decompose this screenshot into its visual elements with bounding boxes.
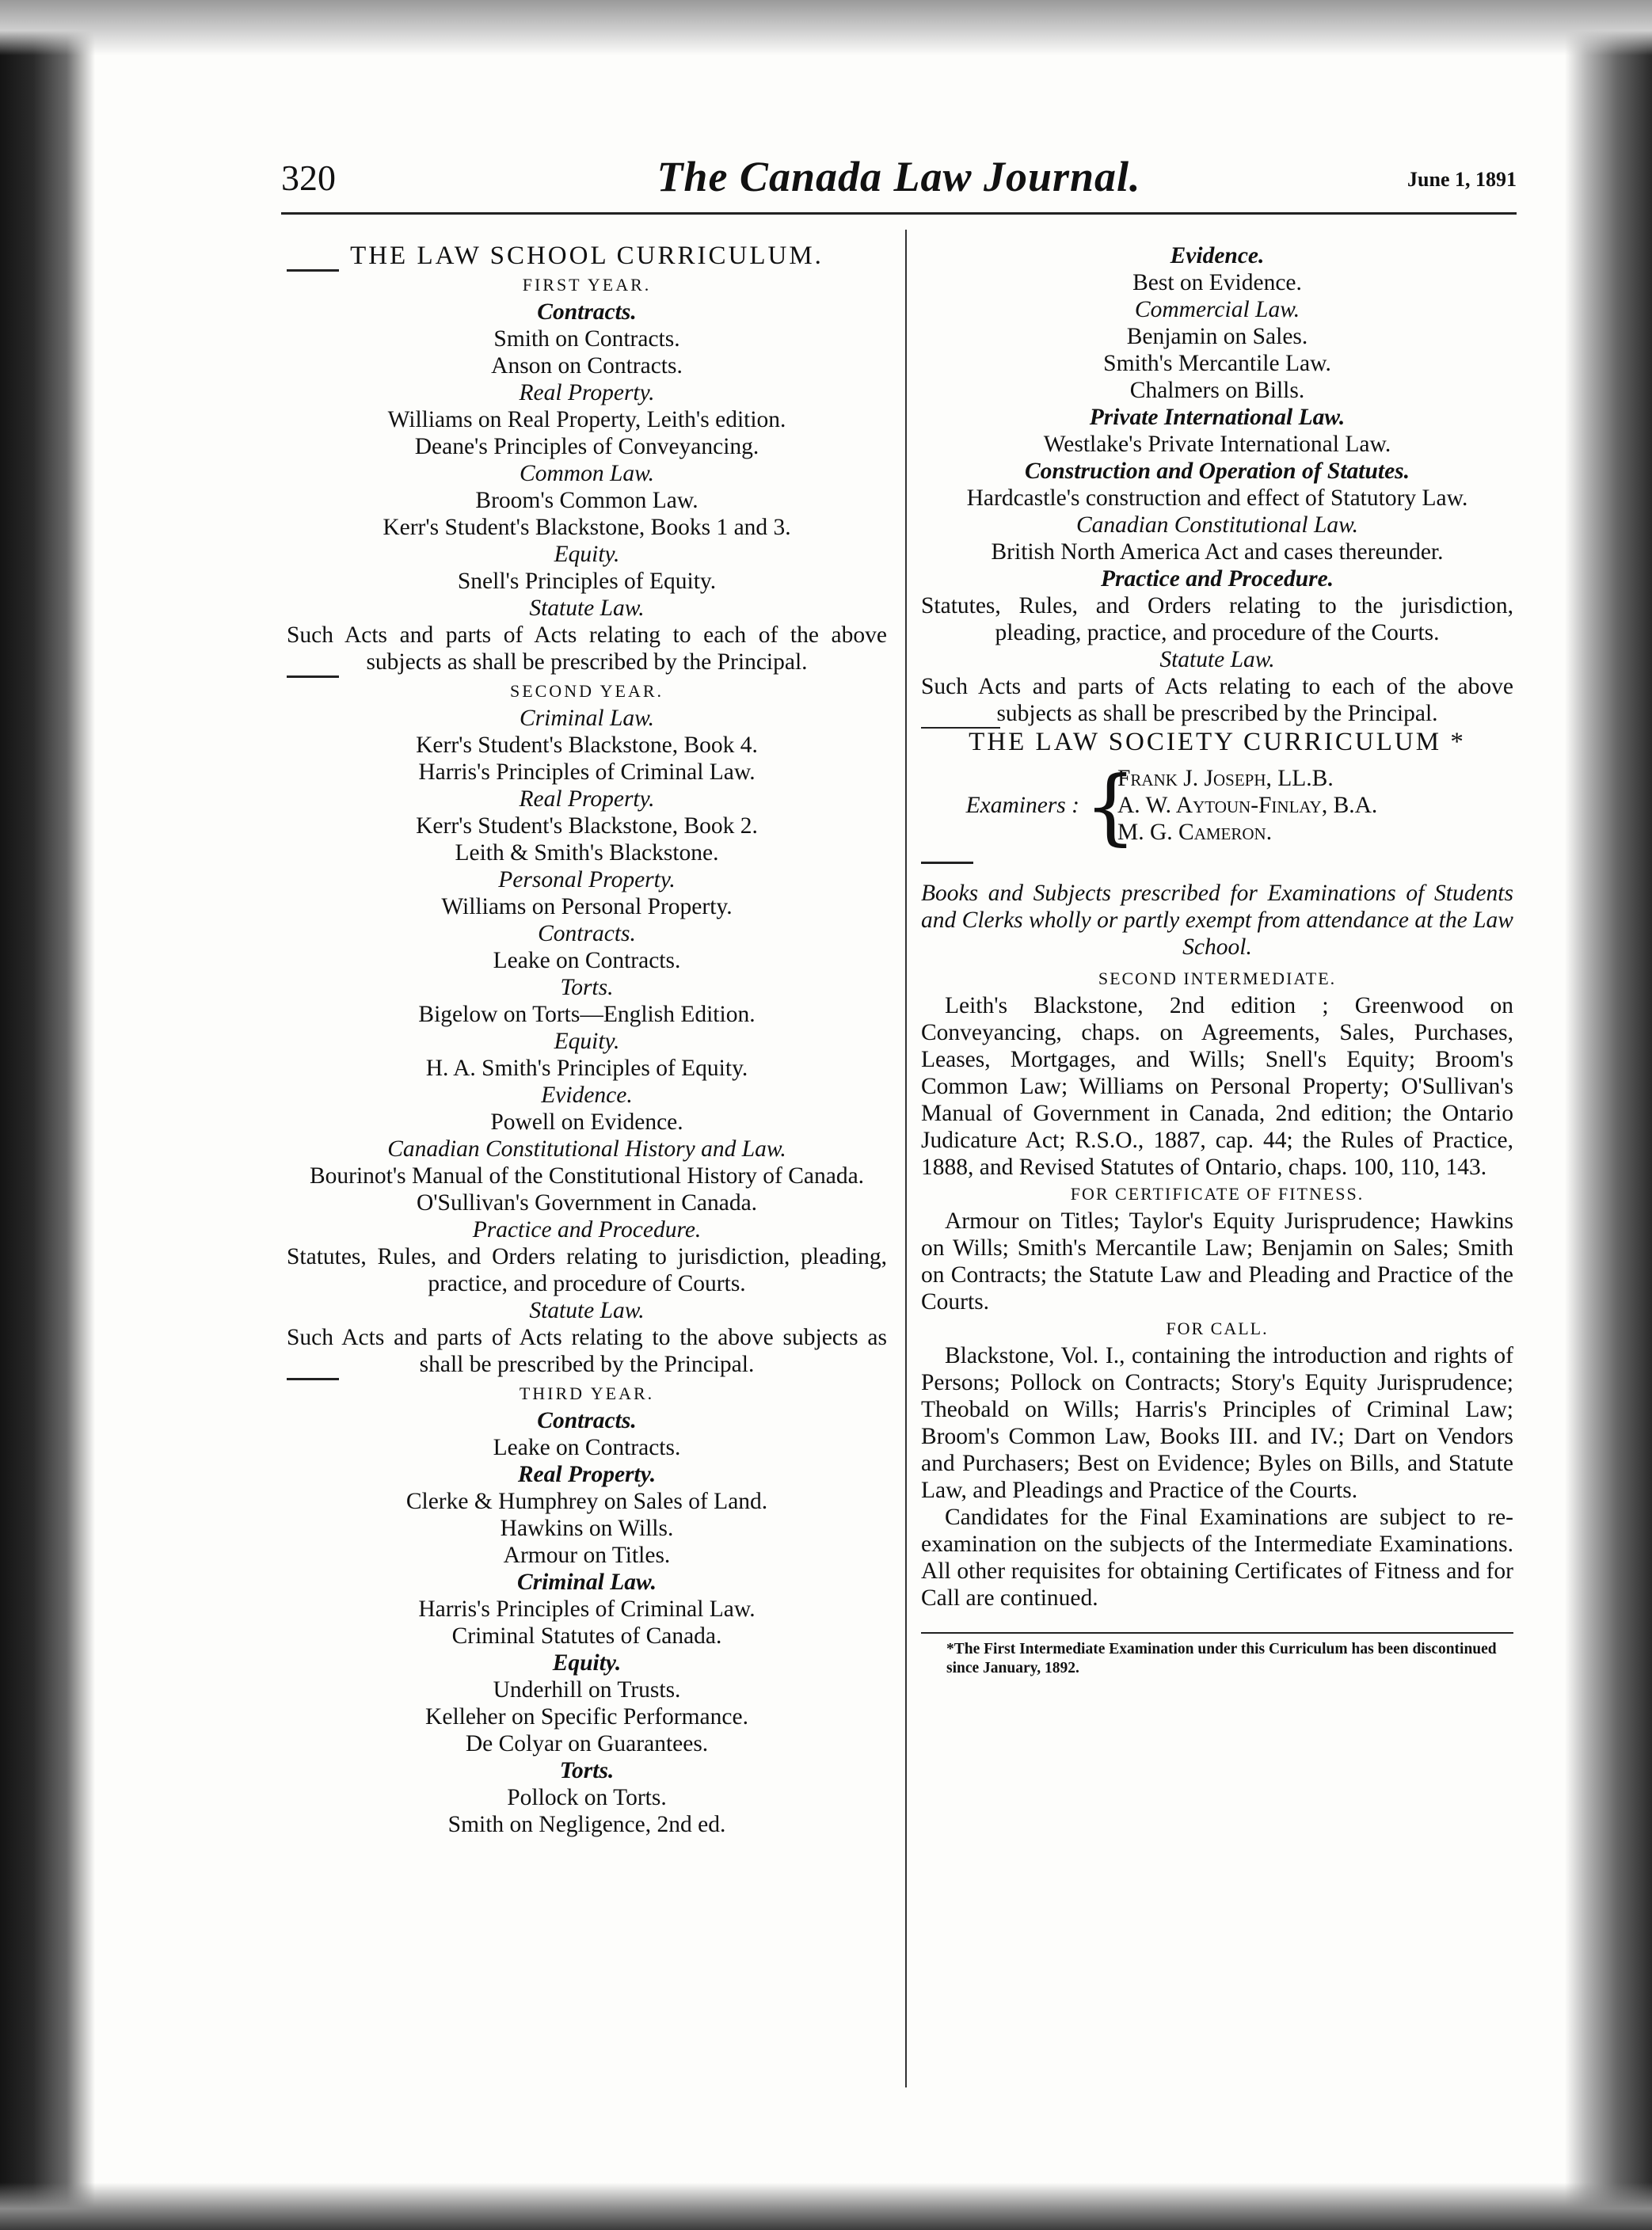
subject-heading: Equity. (552, 1650, 622, 1676)
page-header (281, 153, 1517, 215)
book-entry: Leake on Contracts. (493, 948, 681, 973)
book-entry: Powell on Evidence. (490, 1109, 683, 1135)
subject-heading: Practice and Procedure. (1100, 566, 1334, 592)
book-entry: Leith & Smith's Blackstone. (455, 840, 719, 866)
third-year-heading: THIRD YEAR. (519, 1383, 655, 1403)
statutes-paragraph: Statutes, Rules, and Orders relating to the jurisdiction, pleading, practice, and procedure of the Courts. (921, 593, 1513, 645)
subject-heading: Private International Law. (1089, 405, 1346, 430)
subject-heading: Practice and Procedure. (472, 1217, 702, 1242)
scan-shadow-bottom (0, 2182, 1652, 2230)
subject-heading: Contracts. (537, 1408, 637, 1433)
examiner-list (1117, 765, 1377, 846)
page-number: 320 (281, 158, 336, 198)
candidates-paragraph: Candidates for the Final Examinations are subject to re-examination on the subjects of the Intermediate Examinations. All other requisites for obtaining Certificates of Fitness and for Call are continued. (921, 1505, 1513, 1611)
book-entry: Smith's Mercantile Law. (1103, 351, 1331, 376)
book-entry: Leake on Contracts. (493, 1435, 681, 1460)
law-school-curriculum-title: THE LAW SCHOOL CURRICULUM. (350, 242, 824, 270)
book-entry: Kerr's Student's Blackstone, Book 2. (416, 813, 758, 839)
subject-heading: Statute Law. (1159, 647, 1275, 672)
book-entry: Hardcastle's construction and effect of Statutory Law. (966, 485, 1468, 511)
examiner-name: Frank J. Joseph, LL.B. (1117, 766, 1334, 791)
books-subjects-heading: Books and Subjects prescribed for Examinations of Students and Clerks wholly or partly exempt from attendance at the Law School. (921, 881, 1513, 960)
subject-heading: Torts. (559, 1758, 615, 1783)
second-intermediate-heading: SECOND INTERMEDIATE. (1098, 968, 1337, 988)
subject-heading: Statute Law. (529, 1298, 645, 1323)
certificate-heading: FOR CERTIFICATE OF FITNESS. (1070, 1184, 1365, 1204)
subject-heading: Personal Property. (498, 867, 676, 892)
call-paragraph: Blackstone, Vol. I., containing the introduction and rights of Persons; Pollock on Contracts; Story's Equity Jurisprudence; Theobald on Wills; Harris's Principles of Criminal Law; Broom's Common Law, Books III. and IV.; Dart on Vendors and Purchasers; Best on Evidence; Byles on Bills, and Statute Law, and Pleadings and Practice of the Courts. (921, 1343, 1513, 1503)
subject-heading: Canadian Constitutional Law. (1076, 512, 1358, 538)
second-year-heading: SECOND YEAR. (509, 681, 664, 701)
book-entry: Criminal Statutes of Canada. (451, 1623, 722, 1649)
footnote: *The First Intermediate Examination under this Curriculum has been discontinued since January, 1892. (946, 1641, 1497, 1676)
book-entry: Kerr's Student's Blackstone, Book 4. (416, 733, 758, 758)
second-intermediate-paragraph: Leith's Blackstone, 2nd edition ; Greenwood on Conveyancing, chaps. on Agreements, Sales, Purchases, Leases, Mortgages, and Wills; Snell's Equity; Broom's Common Law; Williams on Personal Property; O'Sullivan's Manual of Government in Canada, 2nd edition; the Ontario Judicature Act; R.S.O., 1887, cap. 44; the Rules of Practice, 1888, and Revised Statutes of Ontario, chaps. 100, 110, 143. (921, 993, 1513, 1180)
subject-heading: Commercial Law. (1134, 297, 1300, 322)
book-entry: Chalmers on Bills. (1129, 378, 1305, 403)
subject-heading: Real Property. (519, 380, 655, 405)
left-column (287, 242, 887, 1838)
certificate-paragraph: Armour on Titles; Taylor's Equity Jurisprudence; Hawkins on Wills; Smith's Mercantile Law; Benjamin on Sales; Smith on Contracts; the Statute Law and Pleading and Practice of the Courts. (921, 1208, 1513, 1315)
issue-date: June 1, 1891 (1407, 168, 1517, 191)
subject-heading: Construction and Operation of Statutes. (1024, 459, 1410, 484)
right-column (921, 242, 1513, 1678)
examiners-block (921, 758, 1513, 854)
book-entry: British North America Act and cases thereunder. (991, 539, 1444, 565)
call-heading: FOR CALL. (1166, 1319, 1269, 1338)
subject-heading: Torts. (560, 975, 614, 1000)
book-entry: O'Sullivan's Government in Canada. (416, 1190, 758, 1216)
subject-heading: Equity. (554, 542, 620, 567)
subject-heading: Evidence. (1170, 243, 1265, 268)
subject-heading: Common Law. (520, 461, 654, 486)
book-entry: Clerke & Humphrey on Sales of Land. (405, 1489, 768, 1514)
book-entry: Armour on Titles. (503, 1543, 671, 1568)
book-entry: Hawkins on Wills. (500, 1516, 674, 1541)
book-entry: Smith on Negligence, 2nd ed. (447, 1812, 726, 1837)
subject-heading: Real Property. (517, 1462, 657, 1487)
book-entry: Harris's Principles of Criminal Law. (418, 759, 756, 785)
book-entry: Harris's Principles of Criminal Law. (418, 1596, 756, 1622)
book-entry: Underhill on Trusts. (493, 1677, 681, 1703)
scan-shadow-top (0, 0, 1652, 55)
first-year-heading: FIRST YEAR. (522, 275, 652, 295)
journal-title: The Canada Law Journal. (657, 153, 1141, 200)
acts-paragraph: Such Acts and parts of Acts relating to each of the above subjects as shall be prescribed by the Principal. (921, 674, 1513, 726)
book-entry: Pollock on Torts. (507, 1785, 667, 1810)
book-entry: Smith on Contracts. (493, 326, 680, 352)
book-entry: De Colyar on Guarantees. (465, 1731, 709, 1756)
subject-heading: Criminal Law. (517, 1570, 657, 1595)
book-entry: Benjamin on Sales. (1126, 324, 1308, 349)
book-entry: Kerr's Student's Blackstone, Books 1 and 3. (383, 515, 791, 540)
subject-heading: Equity. (554, 1029, 620, 1054)
book-entry: Williams on Real Property, Leith's edition. (387, 407, 786, 432)
subject-heading: Canadian Constitutional History and Law. (387, 1136, 786, 1162)
book-entry: Bigelow on Torts—English Edition. (418, 1002, 756, 1027)
brace-icon: { (1084, 758, 1137, 854)
examiners-label: Examiners : (965, 793, 1079, 818)
book-entry: Best on Evidence. (1132, 270, 1302, 295)
book-entry: Williams on Personal Property. (441, 894, 733, 919)
subject-heading: Criminal Law. (520, 706, 654, 731)
book-entry: Bourinot's Manual of the Constitutional History of Canada. (309, 1163, 865, 1189)
acts-paragraph: Such Acts and parts of Acts relating to each of the above subjects as shall be prescribed by the Principal. (287, 622, 887, 675)
book-entry: H. A. Smith's Principles of Equity. (425, 1056, 748, 1081)
statutes-paragraph: Statutes, Rules, and Orders relating to jurisdiction, pleading, practice, and procedure of Courts. (287, 1244, 887, 1296)
subject-heading: Contracts. (537, 299, 637, 325)
book-entry: Deane's Principles of Conveyancing. (414, 434, 759, 459)
column-divider (905, 230, 907, 2087)
scan-shadow-right (1565, 0, 1652, 2230)
law-society-curriculum-title: THE LAW SOCIETY CURRICULUM * (969, 728, 1466, 756)
examiner-name: M. G. Cameron. (1117, 820, 1273, 845)
subject-heading: Contracts. (538, 921, 636, 946)
book-entry: Kelleher on Specific Performance. (425, 1704, 748, 1730)
scan-shadow-left (0, 0, 95, 2230)
examiner-name: A. W. Aytoun-Finlay, B.A. (1117, 793, 1378, 818)
footnote-divider (921, 1632, 1513, 1634)
divider (921, 862, 973, 864)
book-entry: Westlake's Private International Law. (1043, 432, 1391, 457)
book-entry: Anson on Contracts. (491, 353, 683, 379)
book-entry: Broom's Common Law. (475, 488, 698, 513)
subject-heading: Statute Law. (529, 596, 645, 621)
subject-heading: Real Property. (519, 786, 655, 812)
acts-paragraph: Such Acts and parts of Acts relating to the above subjects as shall be prescribed by the Principal. (287, 1325, 887, 1377)
book-entry: Snell's Principles of Equity. (457, 569, 717, 594)
subject-heading: Evidence. (541, 1083, 633, 1108)
